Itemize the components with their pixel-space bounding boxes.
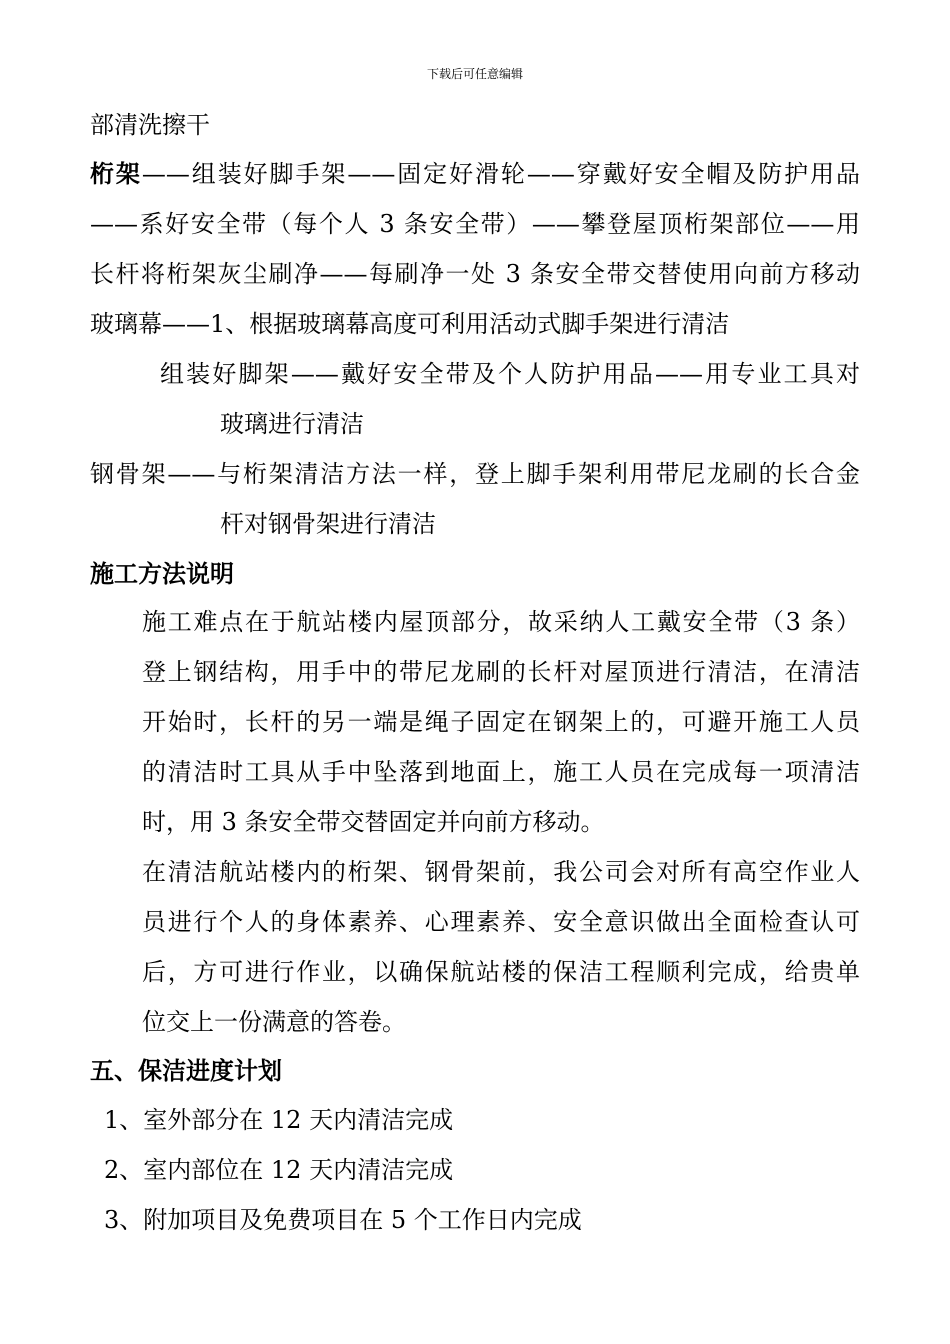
text-line: 玻璃幕——1、根据玻璃幕高度可利用活动式脚手架进行清洁	[90, 310, 730, 338]
paragraph-line: 施工难点在于航站楼内屋顶部分，故采纳人工戴安全带（3 条）	[142, 608, 860, 636]
text-line: 长杆将桁架灰尘刷净——每刷净一处 3 条安全带交替使用向前方移动	[90, 260, 860, 288]
section-heading: 五、保洁进度计划	[90, 1056, 282, 1085]
schedule-item: 3、附加项目及免费项目在 5 个工作日内完成	[104, 1206, 582, 1234]
paragraph-line: 在清洁航站楼内的桁架、钢骨架前，我公司会对所有高空作业人	[142, 858, 860, 886]
text-line: 组装好脚架——戴好安全带及个人防护用品——用专业工具对	[160, 360, 860, 388]
paragraph-line: 时，用 3 条安全带交替固定并向前方移动。	[142, 808, 605, 836]
schedule-item: 1、室外部分在 12 天内清洁完成	[104, 1106, 454, 1134]
page-header: 下载后可任意编辑	[426, 67, 523, 81]
text-line: 玻璃进行清洁	[220, 410, 364, 438]
text-line: 部清洗擦干	[90, 111, 210, 139]
paragraph-line: 开始时，长杆的另一端是绳子固定在钢架上的，可避开施工人员	[142, 708, 860, 736]
paragraph-line: 后，方可进行作业，以确保航站楼的保洁工程顺利完成，给贵单	[142, 958, 860, 986]
text-line: 杆对钢骨架进行清洁	[220, 510, 436, 538]
text-line: ——系好安全带（每个人 3 条安全带）——攀登屋顶桁架部位——用	[90, 210, 860, 238]
truss-steps: ——组装好脚手架——固定好滑轮——穿戴好安全帽及防护用品	[141, 160, 861, 188]
paragraph-line: 的清洁时工具从手中坠落到地面上，施工人员在完成每一项清洁	[142, 758, 860, 786]
truss-label: 桁架	[90, 159, 142, 188]
text-line-truss	[90, 157, 860, 191]
section-heading: 施工方法说明	[90, 559, 234, 588]
paragraph-line: 登上钢结构，用手中的带尼龙刷的长杆对屋顶进行清洁，在清洁	[142, 658, 860, 686]
paragraph-line: 位交上一份满意的答卷。	[142, 1008, 406, 1036]
schedule-item: 2、室内部位在 12 天内清洁完成	[104, 1156, 454, 1184]
text-line: 钢骨架——与桁架清洁方法一样，登上脚手架利用带尼龙刷的长合金	[90, 460, 860, 488]
paragraph-line: 员进行个人的身体素养、心理素养、安全意识做出全面检查认可	[142, 908, 860, 936]
